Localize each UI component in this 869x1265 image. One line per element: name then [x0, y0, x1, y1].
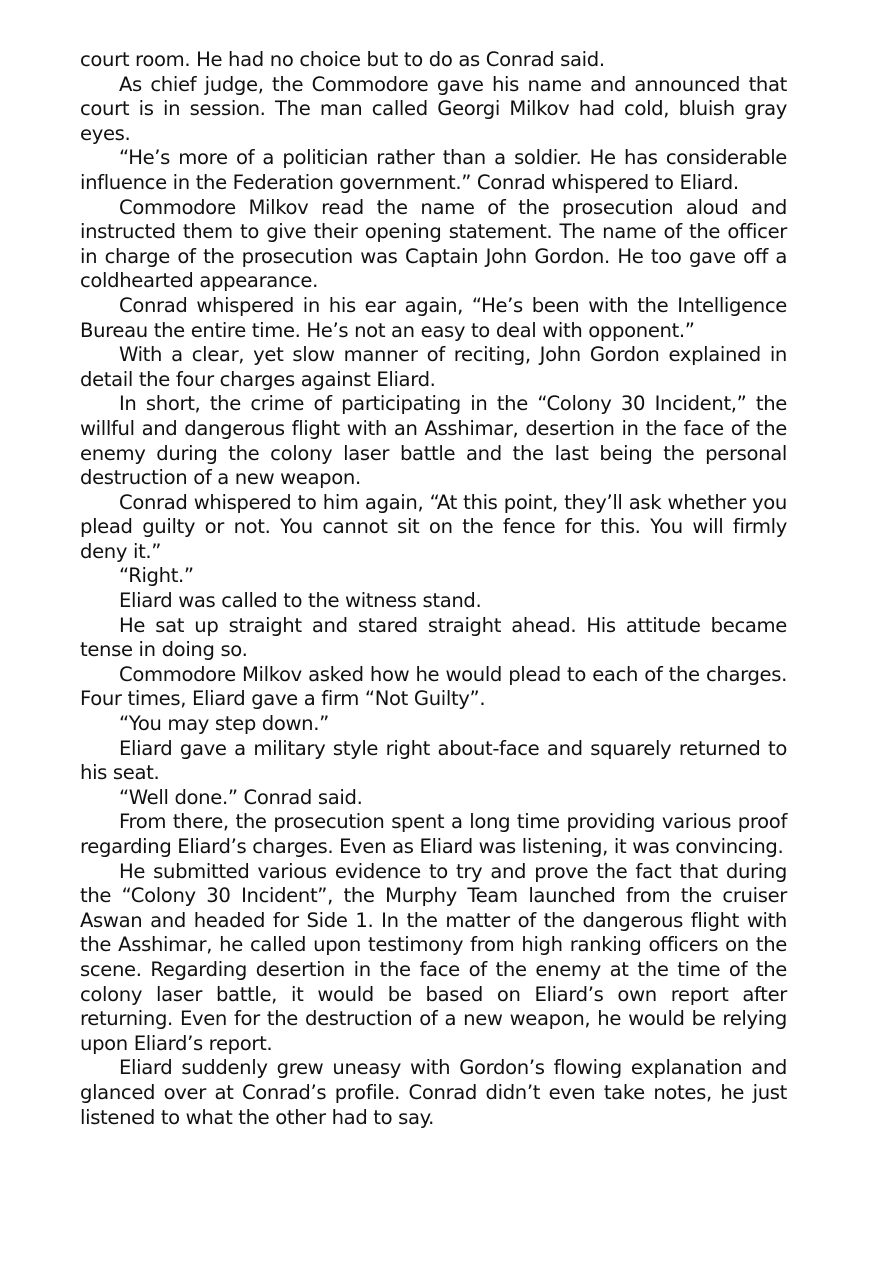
paragraph: Eliard gave a military style right about-face and squarely returned to his seat. [80, 736, 787, 785]
paragraph: “Well done.” Conrad said. [119, 785, 363, 809]
paragraph: Conrad whispered in his ear again, “He’s been with the Intelligence Bureau the entire time. He’s not an easy to deal with opponent.” [80, 293, 787, 342]
paragraph: He submitted various evidence to try and prove the fact that during the “Colony 30 Incident”, the Murphy Team launched from the cruiser Aswan and headed for Side 1. In the matter of the dangerous flight with the Asshimar, he called upon testimony from high ranking officers on the scene. Regarding desertion in the face of the enemy at the time of the colony laser battle, it would be based on Eliard’s own report after returning. Even for the destruction of a new weapon, he would be relying upon Eliard’s report. [80, 859, 787, 1055]
paragraph: Conrad whispered to him again, “At this point, they’ll ask whether you plead guilty or not. You cannot sit on the fence for this. You will firmly deny it.” [80, 490, 787, 563]
paragraph: “He’s more of a politician rather than a soldier. He has considerable influence in the Federation government.” Conrad whispered to Eliard. [80, 146, 787, 194]
paragraph: As chief judge, the Commodore gave his name and announced that court is in session. The man called Georgi Milkov had cold, bluish gray eyes. [80, 72, 787, 145]
paragraph: With a clear, yet slow manner of reciting, John Gordon explained in detail the four charges against Eliard. [80, 343, 787, 391]
paragraph: Eliard was called to the witness stand. [119, 589, 482, 613]
paragraph: In short, the crime of participating in the “Colony 30 Incident,” the willful and dangerous flight with an Asshimar, desertion in the face of the enemy during the colony laser battle and the last being the personal destruction of a new weapon. [80, 392, 787, 490]
paragraph: “You may step down.” [119, 712, 329, 736]
document-page [80, 48, 787, 1130]
paragraph: “Right.” [119, 564, 194, 588]
paragraph: From there, the prosecution spent a long time providing various proof regarding Eliard’s charges. Even as Eliard was listening, it was convincing. [80, 810, 787, 858]
paragraph: He sat up straight and stared straight ahead. His attitude became tense in doing so. [80, 613, 787, 662]
paragraph: Commodore Milkov read the name of the prosecution aloud and instructed them to give their opening statement. The name of the officer in charge of the prosecution was Captain John Gordon. He too gave off a coldhearted appearance. [80, 195, 787, 293]
paragraph-continuation: court room. He had no choice but to do as Conrad said. [80, 48, 605, 71]
paragraph: Eliard suddenly grew uneasy with Gordon’s flowing explanation and glanced over at Conrad’s profile. Conrad didn’t even take notes, he just listened to what the other had to say. [80, 1056, 787, 1129]
paragraph: Commodore Milkov asked how he would plead to each of the charges. Four times, Eliard gave a firm “Not Guilty”. [80, 662, 787, 711]
